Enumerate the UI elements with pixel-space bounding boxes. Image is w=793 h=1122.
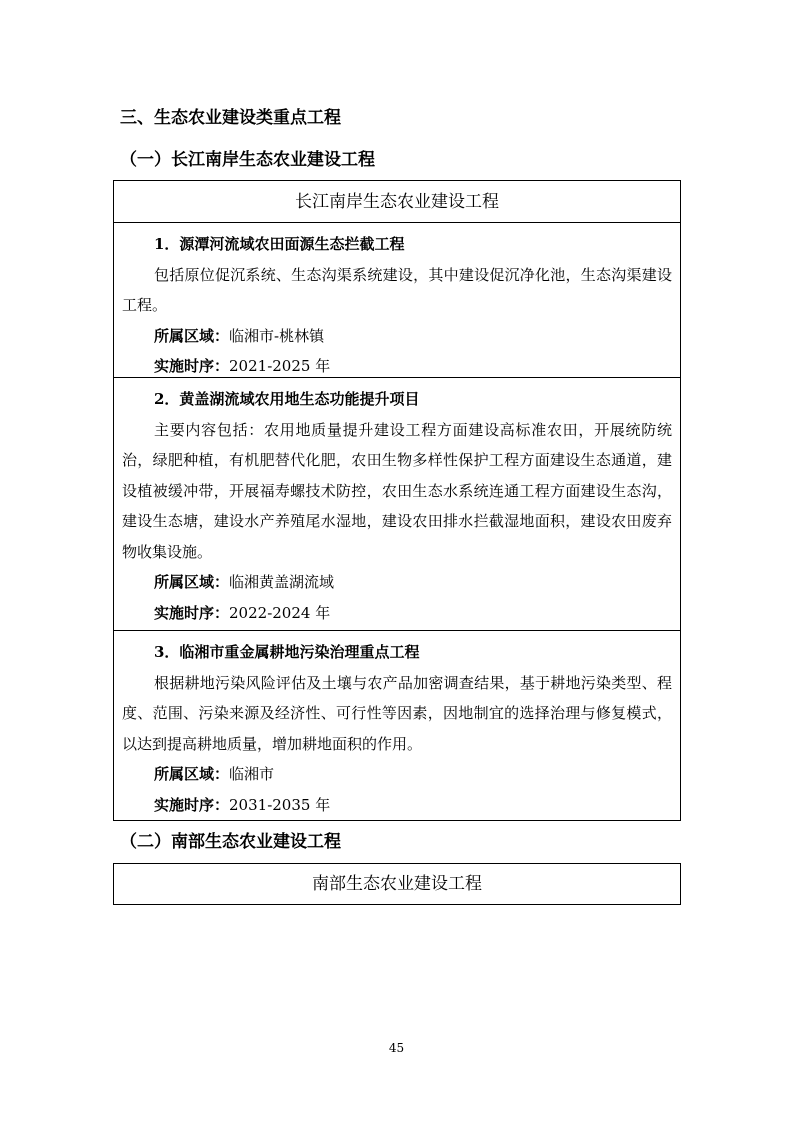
project-description: 包括原位促沉系统、生态沟渠系统建设，其中建设促沉净化池，生态沟渠建设工程。: [122, 265, 672, 314]
project-region: [122, 567, 672, 598]
project-timeline: [122, 351, 672, 382]
timeline-value: 2031-2035 年: [229, 795, 331, 814]
region-value: 临湘市: [229, 765, 275, 783]
timeline-label: 实施时序：: [154, 603, 230, 622]
timeline-label: 实施时序：: [154, 357, 230, 375]
project-cell-3: [114, 631, 680, 820]
section-heading: 三、生态农业建设类重点工程: [120, 108, 341, 128]
table-title: 南部生态农业建设工程: [312, 874, 482, 894]
project-title: 3．临湘市重金属耕地污染治理重点工程: [154, 643, 420, 661]
region-value: 临湘市-桃林镇: [229, 326, 325, 345]
project-cell-2: [114, 378, 680, 631]
page-number: 45: [388, 1041, 405, 1055]
region-label: 所属区域：: [154, 326, 230, 345]
project-title: 2．黄盖湖流域农用地生态功能提升项目: [154, 390, 420, 408]
region-label: 所属区域：: [154, 573, 230, 591]
project-table-yangtze: [113, 180, 681, 821]
subsection-heading-2: （二）南部生态农业建设工程: [120, 832, 341, 852]
timeline-value: 2021-2025 年: [229, 357, 331, 375]
subsection-heading-1: （一）长江南岸生态农业建设工程: [120, 150, 375, 170]
project-region: [122, 321, 672, 352]
project-region: [122, 759, 672, 790]
project-description: 根据耕地污染风险评估及土壤与农产品加密调查结果，基于耕地污染类型、程度、范围、污染来源及经济性、可行性等因素，因地制宜的选择治理与修复模式，以达到提高耕地质量，增加耕地面积的作用。: [122, 673, 672, 753]
timeline-label: 实施时序：: [154, 795, 230, 814]
project-cell-1: [114, 223, 680, 378]
project-table-south: [113, 863, 681, 905]
timeline-value: 2022-2024 年: [229, 603, 331, 622]
table-title: 长江南岸生态农业建设工程: [114, 181, 680, 223]
project-title: 1．源潭河流域农田面源生态拦截工程: [154, 235, 405, 253]
project-description: 主要内容包括：农用地质量提升建设工程方面建设高标准农田，开展统防统治，绿肥种植，有机肥替代化肥，农田生物多样性保护工程方面建设生态通道，建设植被缓冲带，开展福寿螺技术防控，农田生态水系统连通工程方面建设生态沟，建设生态塘，建设水产养殖尾水湿地，建设农田排水拦截湿地面积，建设农田废弃物收集设施。: [122, 420, 672, 561]
region-value: 临湘黄盖湖流域: [229, 573, 335, 591]
project-timeline: [122, 598, 672, 629]
project-timeline: [122, 790, 672, 821]
region-label: 所属区域：: [154, 765, 230, 783]
